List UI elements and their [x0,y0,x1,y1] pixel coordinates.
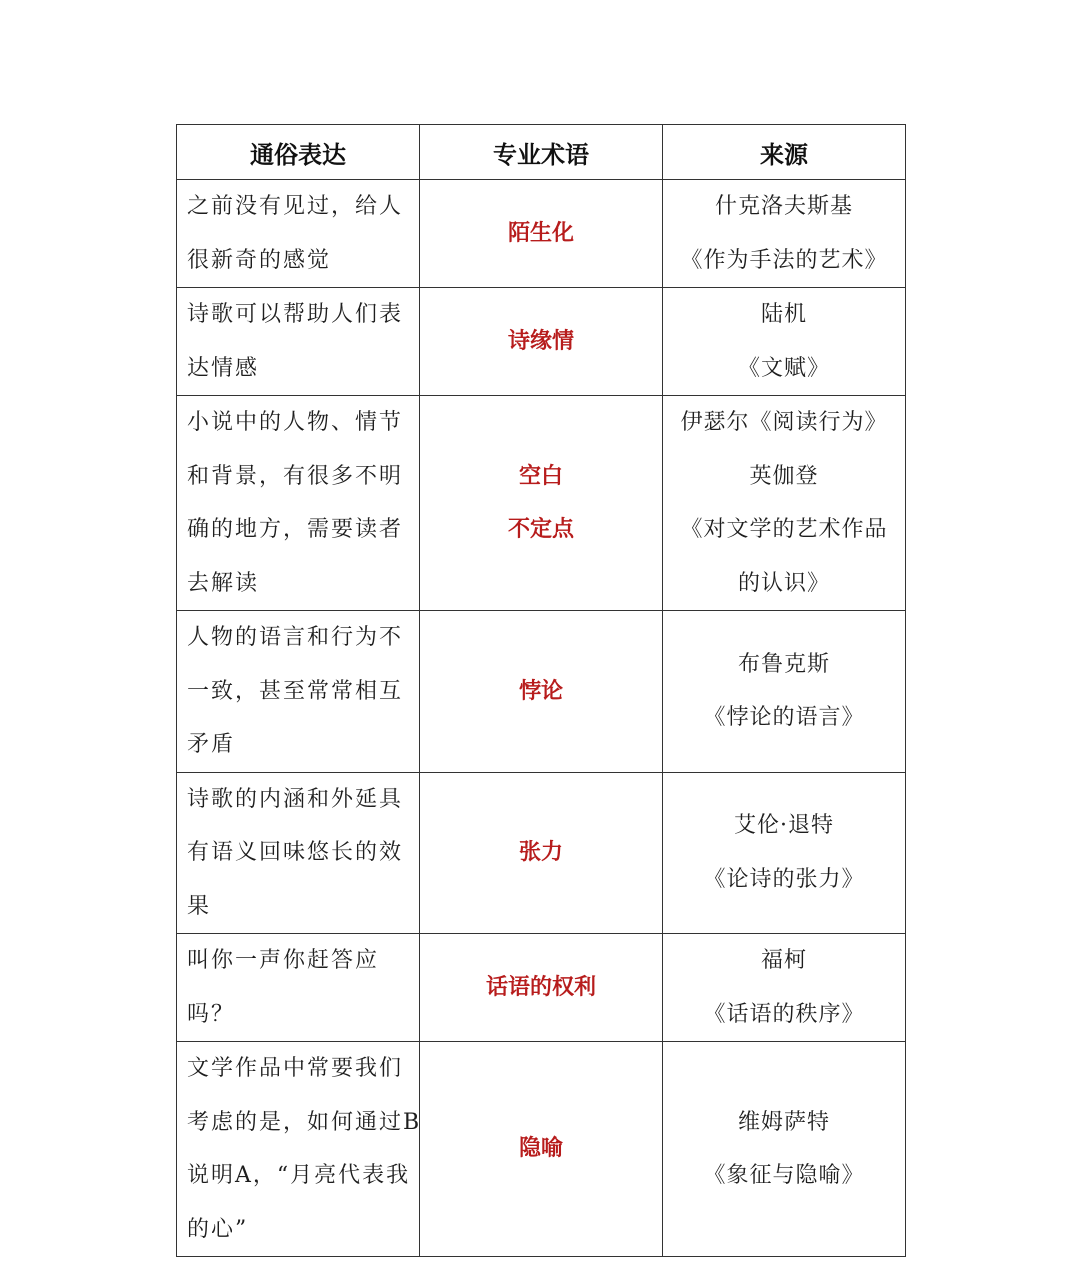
popular-expression-line: 诗歌可以帮助人们表 [187,302,404,327]
popular-expression-line: 说明A，“月亮代表我 [187,1163,411,1188]
header-professional-term: 专业术语 [420,125,663,180]
table-row [177,611,906,773]
source-line: 伊瑟尔《阅读行为》 [680,410,888,435]
popular-expression-line: 叫你一声你赶答应 [187,948,380,973]
table-row [177,934,906,1042]
popular-expression-line: 去解读 [187,570,260,596]
popular-expression-line: 确的地方，需要读者 [187,517,404,542]
term-text: 话语的权利 [485,974,596,1000]
source-cell [663,288,906,396]
popular-expression-line: 和背景，有很多不明 [187,463,404,489]
popular-expression-cell [177,288,420,396]
term-text: 张力 [518,840,563,865]
popular-expression-cell [177,396,420,611]
source-line: 英伽登 [749,463,819,489]
term-cell [420,1042,663,1257]
popular-expression-line: 矛盾 [187,732,236,757]
term-text: 隐喻 [518,1136,563,1162]
table-row [177,180,906,288]
popular-expression-line: 吗？ [187,1001,236,1027]
table-row [177,1042,906,1257]
popular-expression-line: 达情感 [187,355,260,381]
header-source: 来源 [663,125,906,180]
term-text: 诗缘情 [507,328,574,354]
popular-expression-line: 人物的语言和行为不 [187,625,404,650]
source-cell [663,772,906,934]
popular-expression-line: 考虑的是，如何通过B [187,1109,422,1135]
term-cell [420,180,663,288]
table-row [177,396,906,611]
popular-expression-cell [177,772,420,934]
source-cell [663,1042,906,1257]
source-line: 《悖论的语言》 [703,705,865,731]
source-cell [663,611,906,773]
term-text: 空白 [518,463,563,489]
source-line: 《对文学的艺术作品 [680,517,888,542]
popular-expression-cell [177,611,420,773]
source-cell [663,180,906,288]
term-cell [420,772,663,934]
popular-expression-line: 有语义回味悠长的效 [187,840,404,865]
source-line: 福柯 [760,948,807,973]
term-text: 不定点 [507,517,574,542]
term-cell [420,611,663,773]
term-cell [420,288,663,396]
header-popular-expression: 通俗表达 [177,125,420,180]
terms-table [176,124,906,1257]
popular-expression-line: 一致，甚至常常相互 [187,678,404,704]
popular-expression-line: 果 [187,893,212,919]
popular-expression-line: 诗歌的内涵和外延具 [187,786,404,812]
source-line: 《作为手法的艺术》 [680,247,888,273]
header-row [177,125,906,180]
popular-expression-cell [177,934,420,1042]
term-cell [420,934,663,1042]
popular-expression-line: 文学作品中常要我们 [187,1056,404,1081]
source-cell [663,934,906,1042]
source-line: 《话语的秩序》 [703,1001,865,1027]
source-line: 《论诗的张力》 [703,866,865,892]
popular-expression-line: 小说中的人物、情节 [187,410,404,435]
popular-expression-cell [177,1042,420,1257]
term-cell [420,396,663,611]
table-row [177,288,906,396]
source-line: 布鲁克斯 [737,651,830,677]
source-line: 什克洛夫斯基 [714,194,853,219]
source-line: 《象征与隐喻》 [703,1163,865,1188]
source-line: 《文赋》 [737,355,830,381]
term-text: 悖论 [518,678,563,704]
source-line: 维姆萨特 [737,1109,830,1135]
popular-expression-line: 很新奇的感觉 [187,247,332,273]
term-text: 陌生化 [507,220,574,246]
popular-expression-line: 之前没有见过，给人 [187,194,404,219]
source-line: 的认识》 [737,570,830,596]
table-row [177,772,906,934]
source-cell [663,396,906,611]
popular-expression-cell [177,180,420,288]
source-line: 陆机 [760,302,807,327]
source-line: 艾伦·退特 [734,813,834,839]
popular-expression-line: 的心” [187,1216,249,1242]
